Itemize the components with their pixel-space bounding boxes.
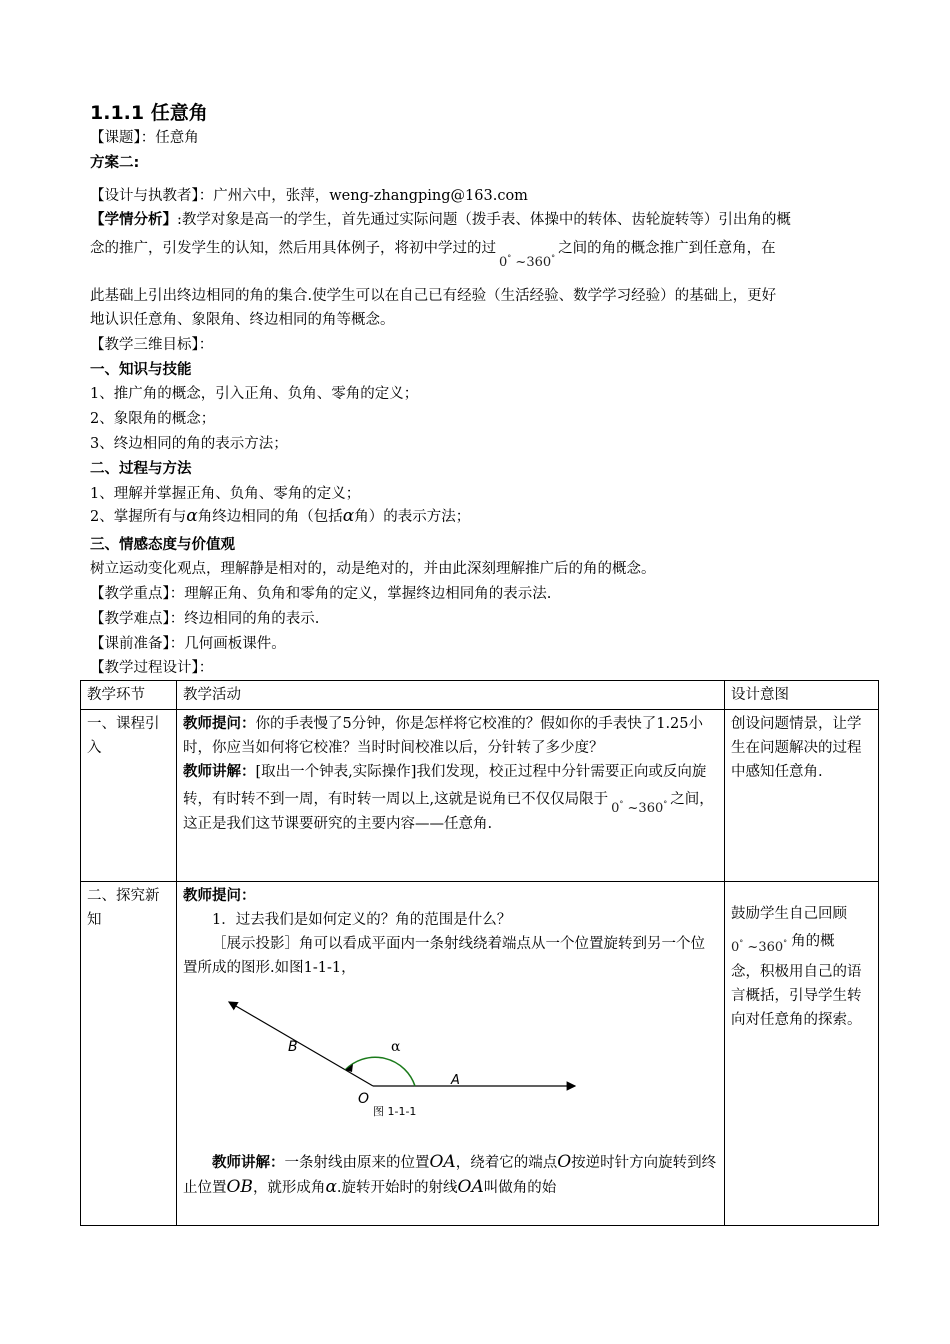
analysis-label: 【学情分析】 bbox=[90, 212, 177, 228]
alpha-symbol: α bbox=[186, 506, 198, 526]
knowledge-item-1: 1、推广角的概念，引入正角、负角、零角的定义； bbox=[90, 386, 419, 402]
attitude-text: 树立运动变化观点，理解静是相对的，动是绝对的，并由此深刻理解推广后的角的概念。 bbox=[90, 561, 656, 577]
key-point-line: 【教学重点】：理解正角、负角和零角的定义，掌握终边相同角的表示法. bbox=[90, 586, 552, 602]
teacher-question: 教师提问： bbox=[183, 888, 256, 904]
lesson-process-table bbox=[80, 680, 879, 1226]
analysis-line-2 bbox=[90, 235, 776, 271]
knowledge-item-2: 2、象限角的概念； bbox=[90, 411, 216, 427]
table-header-row bbox=[81, 681, 879, 710]
table-row bbox=[81, 882, 879, 1226]
label-o: O bbox=[358, 1091, 370, 1104]
section-process: 二、过程与方法 bbox=[90, 461, 192, 477]
question-1: 1．过去我们是如何定义的？角的范围是什么？ bbox=[212, 912, 512, 928]
process-item-1: 1、理解并掌握正角、负角、零角的定义； bbox=[90, 486, 361, 502]
header-activity: 教学活动 bbox=[177, 681, 725, 710]
analysis-line-3: 此基础上引出终边相同的角的集合.使学生可以在自己已有经验（生活经验、数学学习经验）的基础上，更好 bbox=[90, 288, 777, 304]
plan-label: 方案二: bbox=[90, 155, 140, 171]
goals-label: 【教学三维目标】： bbox=[90, 337, 214, 353]
teacher-explanation: 教师讲解：一条射线由原来的位置OA，绕着它的端点O按逆时针方向旋转到终止位置OB，就形成角α.旋转开始时的射线OA叫做角的始 bbox=[183, 1152, 717, 1197]
stage-cell: 二、探究新知 bbox=[81, 882, 177, 1226]
ray-ob bbox=[229, 1002, 373, 1086]
designer-value: ：广州六中，张萍，weng-zhangping@163.com bbox=[198, 188, 528, 204]
designer-line bbox=[90, 186, 528, 206]
degree-range: 0° ~360° bbox=[731, 939, 788, 956]
process-item-2: 2、掌握所有与α角终边相同的角（包括α角）的表示方法； bbox=[90, 506, 471, 526]
analysis-text-1: :教学对象是高一的学生，首先通过实际问题（拨手表、体操中的转体、齿轮旋转等）引出角的概 bbox=[177, 212, 791, 228]
label-alpha: α bbox=[391, 1039, 401, 1055]
topic-line bbox=[90, 128, 199, 148]
figure-caption: 图 1-1-1 bbox=[373, 1105, 417, 1118]
analysis-text-2b: 之间的角的概念推广到任意角，在 bbox=[558, 240, 776, 257]
topic-value: ：任意角 bbox=[140, 130, 199, 146]
degree-range: 0° ~360° bbox=[499, 254, 556, 271]
difficulty-line: 【教学难点】：终边相同的角的表示. bbox=[90, 611, 320, 627]
angle-figure bbox=[223, 986, 583, 1104]
analysis-line-4: 地认识任意角、象限角、终边相同的角等概念。 bbox=[90, 312, 395, 328]
projection-text: ［展示投影］角可以看成平面内一条射线绕着端点从一个位置旋转到另一个位置所成的图形.如图1-1-1， bbox=[183, 936, 705, 976]
doc-title: 1.1.1 任意角 bbox=[90, 102, 208, 124]
teacher-question: 教师提问：你的手表慢了5分钟，你是怎样将它校准的？假如你的手表快了1.25小时，你应当如何将它校准？当时时间校准以后，分针转了多少度？ bbox=[183, 716, 704, 756]
angle-arc bbox=[345, 1057, 415, 1086]
table-row bbox=[81, 710, 879, 882]
section-knowledge: 一、知识与技能 bbox=[90, 362, 192, 378]
preparation-line: 【课前准备】：几何画板课件。 bbox=[90, 636, 286, 652]
designer-label: 【设计与执教者】 bbox=[90, 188, 199, 204]
topic-label: 【课题】 bbox=[90, 130, 141, 146]
analysis-text-2a: 念的推广，引发学生的认知，然后用具体例子，将初中学过的过 bbox=[90, 240, 496, 257]
analysis-line-1 bbox=[90, 210, 791, 230]
header-stage: 教学环节 bbox=[81, 681, 177, 710]
knowledge-item-3: 3、终边相同的角的表示方法； bbox=[90, 436, 288, 452]
degree-range: 0° ~360° bbox=[611, 800, 668, 817]
alpha-symbol: α bbox=[342, 506, 355, 526]
intent-cell: 创设问题情景，让学生在问题解决的过程中感知任意角. bbox=[725, 710, 879, 882]
label-a: A bbox=[451, 1073, 460, 1088]
label-b: B bbox=[288, 1039, 298, 1055]
section-attitude: 三、情感态度与价值观 bbox=[90, 537, 235, 553]
header-intent: 设计意图 bbox=[725, 681, 879, 710]
process-design-label: 【教学过程设计】： bbox=[90, 660, 214, 676]
activity-cell bbox=[177, 710, 725, 882]
stage-cell: 一、课程引入 bbox=[81, 710, 177, 882]
intent-cell: 鼓励学生自己回顾 0° ~360° 角的概 念，积极用自己的语言概括，引导学生转向对任意角的探索。 bbox=[725, 882, 879, 1226]
activity-cell bbox=[177, 882, 725, 1226]
teacher-explanation: 教师讲解：[取出一个钟表,实际操作]我们发现，校正过程中分针需要正向或反向旋转，有时转不到一周，有时转一周以上,这就是说角已不仅仅局限于0° ~360° 之间，这正是我们这节课要研究的主要内容——任意角. bbox=[183, 764, 714, 833]
